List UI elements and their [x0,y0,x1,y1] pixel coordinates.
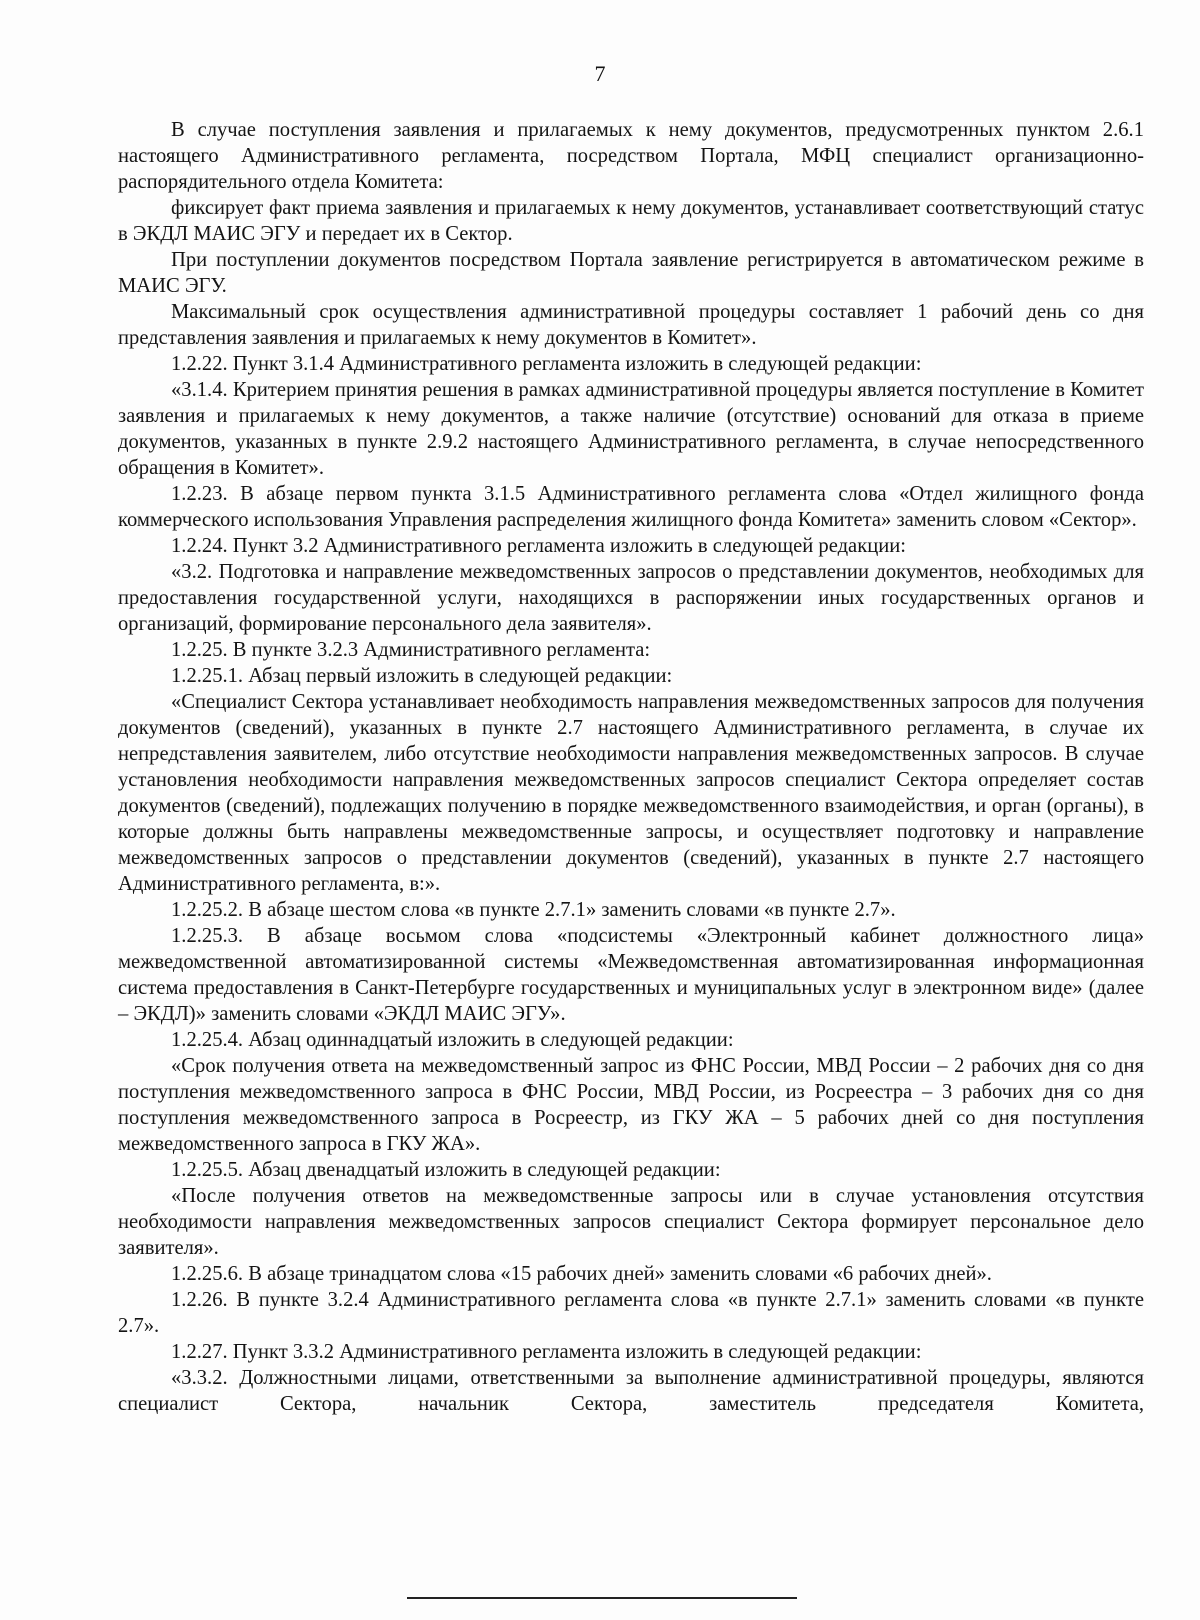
paragraph: 1.2.25.4. Абзац одиннадцатый изложить в следующей редакции: [171,1029,734,1051]
paragraph: «3.3.2. Должностными лицами, ответственными за выполнение административной процедуры, являются специалист Сектора, начальник Сектора, заместитель председателя Комитета, [118,1367,1144,1415]
paragraph: «После получения ответов на межведомственные запросы или в случае установления отсутствия необходимости направления межведомственных запросов специалист Сектора формирует персональное дело заявителя». [118,1185,1144,1259]
paragraph: 1.2.25.2. В абзаце шестом слова «в пункте 2.7.1» заменить словами «в пункте 2.7». [171,899,896,921]
paragraph: 1.2.25.1. Абзац первый изложить в следующей редакции: [171,665,673,687]
paragraph: 1.2.27. Пункт 3.3.2 Административного регламента изложить в следующей редакции: [171,1341,922,1363]
paragraph: «Срок получения ответа на межведомственный запрос из ФНС России, МВД России – 2 рабочих дня со дня поступления межведомственного запроса в ФНС России, МВД России, из Росреестра – 3 рабочих дня со дня поступления межведомственного запроса в Росреестр, из ГКУ ЖА – 5 рабочих дней со дня поступления межведомственного запроса в ГКУ ЖА». [118,1055,1144,1155]
paragraph: 1.2.25.5. Абзац двенадцатый изложить в следующей редакции: [171,1159,721,1181]
document-body [118,117,1144,1417]
paragraph: 1.2.25. В пункте 3.2.3 Административного регламента: [171,639,651,661]
paragraph: «3.2. Подготовка и направление межведомственных запросов о представлении документов, необходимых для предоставления государственной услуги, находящихся в распоряжении иных государственных органов и организаций, формирование персонального дела заявителя». [118,561,1144,635]
paragraph: При поступлении документов посредством Портала заявление регистрируется в автоматическом режиме в МАИС ЭГУ. [118,249,1144,297]
paragraph: 1.2.24. Пункт 3.2 Административного регламента изложить в следующей редакции: [171,535,906,557]
paragraph: «Специалист Сектора устанавливает необходимость направления межведомственных запросов для получения документов (сведений), указанных в пункте 2.7 настоящего Административного регламента, в случае их непредставления заявителем, либо отсутствие необходимости направления межведомственных запросов. В случае установления необходимости направления межведомственных запросов специалист Сектора определяет состав документов (сведений), подлежащих получению в порядке межведомственного взаимодействия, и орган (органы), в которые должны быть направлены межведомственные запросы, и осуществляет подготовку и направление межведомственных запросов о представлении документов (сведений), указанных в пункте 2.7 настоящего Административного регламента, в:». [118,691,1144,895]
paragraph: 1.2.26. В пункте 3.2.4 Административного регламента слова «в пункте 2.7.1» заменить словами «в пункте 2.7». [118,1289,1144,1337]
paragraph: 1.2.23. В абзаце первом пункта 3.1.5 Административного регламента слова «Отдел жилищного фонда коммерческого использования Управления распределения жилищного фонда Комитета» заменить словом «Сектор». [118,483,1144,531]
paragraph: 1.2.25.6. В абзаце тринадцатом слова «15 рабочих дней» заменить словами «6 рабочих дней». [171,1263,992,1285]
paragraph: Максимальный срок осуществления административной процедуры составляет 1 рабочий день со дня представления заявления и прилагаемых к нему документов в Комитет». [118,301,1144,349]
paragraph: «3.1.4. Критерием принятия решения в рамках административной процедуры является поступление в Комитет заявления и прилагаемых к нему документов, а также наличие (отсутствие) оснований для отказа в приеме документов, указанных в пункте 2.9.2 настоящего Административного регламента, в случае непосредственного обращения в Комитет». [118,379,1144,479]
bottom-divider [407,1597,797,1599]
paragraph: фиксирует факт приема заявления и прилагаемых к нему документов, устанавливает соответствующий статус в ЭКДЛ МАИС ЭГУ и передает их в Сектор. [118,197,1144,245]
paragraph: В случае поступления заявления и прилагаемых к нему документов, предусмотренных пунктом 2.6.1 настоящего Административного регламента, посредством Портала, МФЦ специалист организационно-распорядительного отдела Комитета: [118,119,1144,193]
paragraph: 1.2.22. Пункт 3.1.4 Административного регламента изложить в следующей редакции: [171,353,922,375]
page-number: 7 [594,61,606,86]
paragraph: 1.2.25.3. В абзаце восьмом слова «подсистемы «Электронный кабинет должностного лица» межведомственной автоматизированной системы «Межведомственная автоматизированная информационная система предоставления в Санкт-Петербурге государственных и муниципальных услуг в электронном виде» (далее – ЭКДЛ)» заменить словами «ЭКДЛ МАИС ЭГУ». [118,925,1144,1025]
